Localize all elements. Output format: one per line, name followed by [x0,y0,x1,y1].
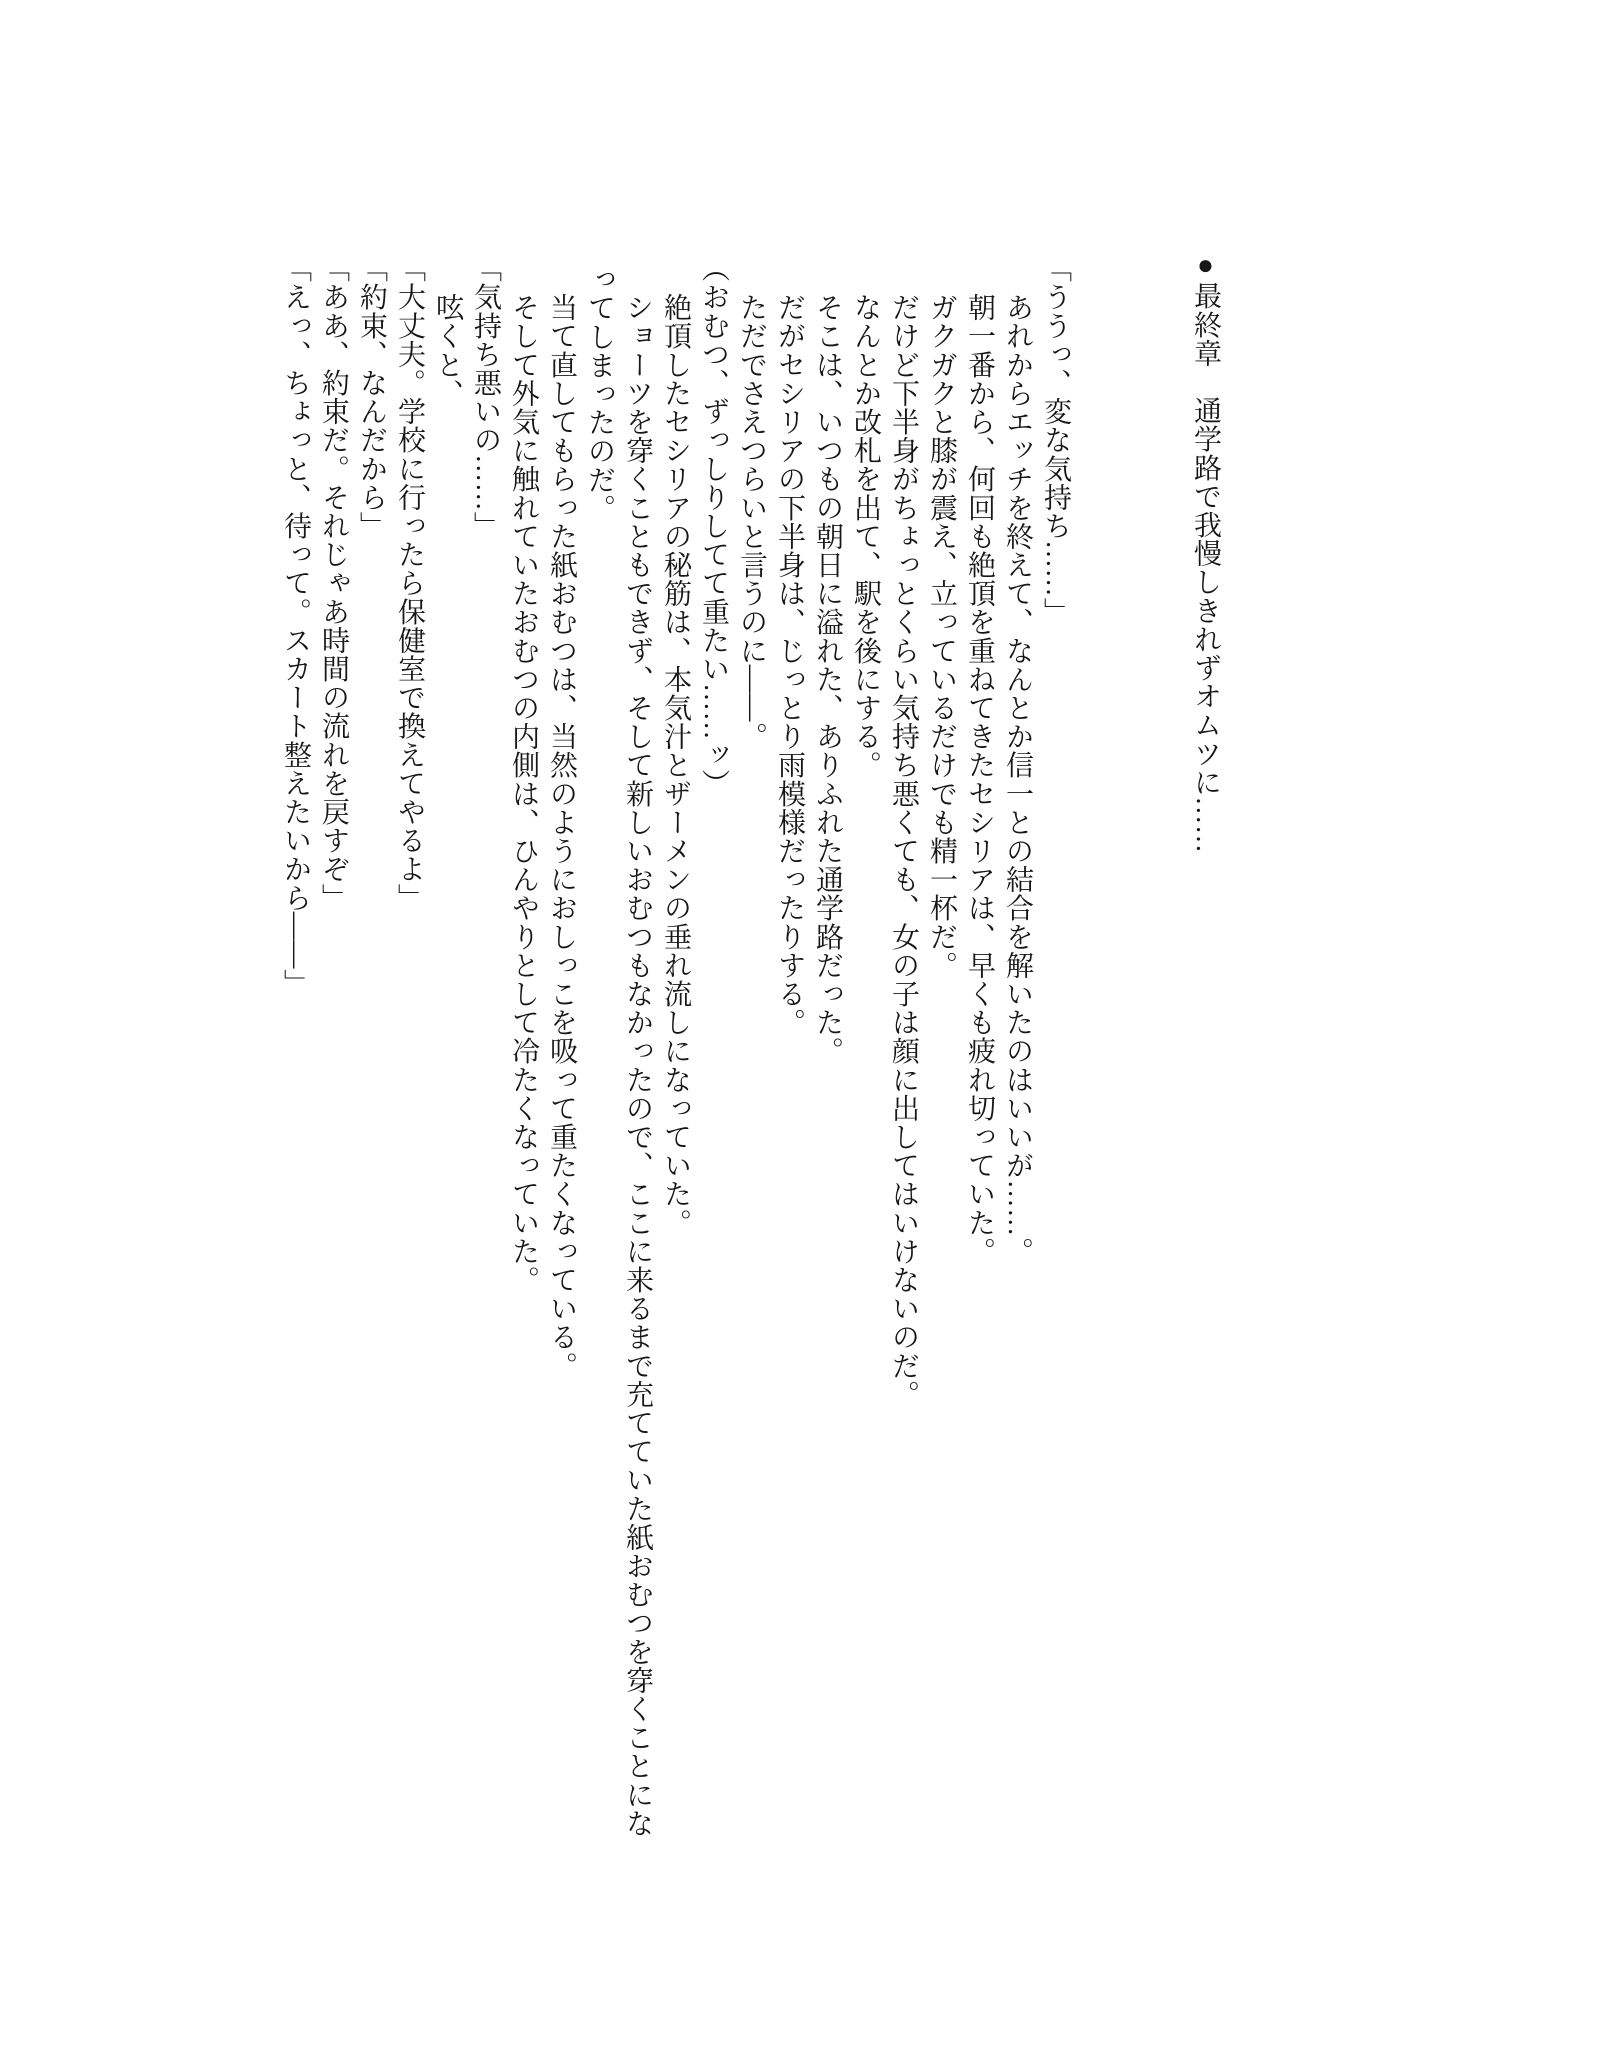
narrative-line: そして外気に触れていたおむつの内側は、ひんやりとして冷たくなっていた。 [508,293,539,1294]
vertical-text-block [232,250,1224,1850]
thought-line: （おむつ、ずっしりしてて重たい……ッ） [698,253,729,798]
narrative-line: 絶頂したセシリアの秘筋は、本気汁とザーメンの垂れ流しになっていた。 [660,293,691,1237]
chapter-title: ●最終章 通学路で我慢しきれずオムツに…… [1190,250,1221,854]
narrative-line: あれからエッチを終えて、なんとか信一との結合を解いたのはいいが……。 [1002,293,1033,1266]
dialogue-line: 「大丈夫。学校に行ったら保健室で換えてやるよ」 [394,253,425,912]
narrative-line: ただでさえつらいと言うのに――。 [736,293,767,751]
narrative-line: 当て直してもらった紙おむつは、当然のようにおしっこを吸って重たくなっている。 [546,293,577,1380]
narrative-line: そこは、いつもの朝日に溢れた、ありふれた通学路だった。 [812,293,843,1066]
dialogue-line: 「気持ち悪いの……」 [470,253,501,540]
narrative-line: ガクガクと膝が震え、立っているだけでも精一杯だ。 [926,293,957,980]
narrative-line: なんとか改札を出て、駅を後にする。 [850,293,881,780]
narrative-line: 朝一番から、何回も絶頂を重ねてきたセシリアは、早くも疲れ切っていた。 [964,293,995,1266]
dialogue-line: 「ああ、約束だ。それじゃあ時間の流れを戻すぞ」 [318,253,349,912]
dialogue-line: 「約束、なんだから」 [356,253,387,540]
dialogue-line: 「えっ、ちょっと、待って。スカート整えたいから――」 [280,253,311,998]
dialogue-line: 「ううっ、変な気持ち……」 [1040,253,1071,626]
narrative-line: だけど下半身がちょっとくらい気持ち悪くても、女の子は顔に出してはいけないのだ。 [888,293,919,1409]
narrative-line: 呟くと、 [432,293,463,408]
narrative-line: だがセシリアの下半身は、じっとり雨模様だったりする。 [774,293,805,1037]
narrative-line: ショーツを穿くこともできず、そして新しいおむつもなかったので、ここに来るまで充てていた紙おむつを穿くことになってしまったのだ。 [584,265,653,1838]
